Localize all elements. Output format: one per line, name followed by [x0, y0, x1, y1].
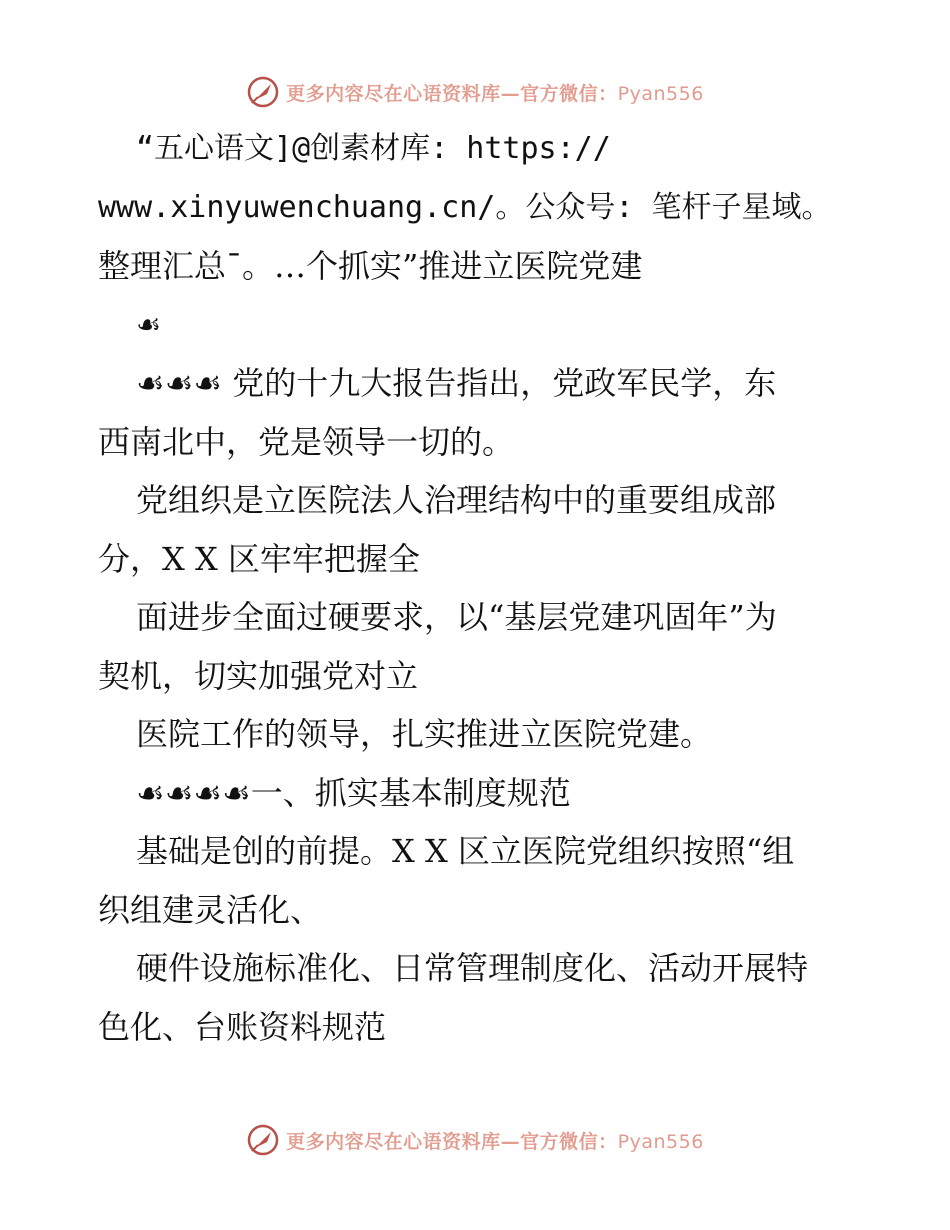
ornament-line: ☙ — [136, 307, 162, 341]
text-line-15: 硬件设施标准化、日常管理制度化、活动开展特 — [136, 949, 809, 987]
text-line-2: www.xinyuwenchuang.cn/。公众号: 笔杆子星域。 — [98, 189, 832, 225]
text-line-16: 色化、台账资料规范 — [98, 1007, 387, 1046]
footer-watermark-banner — [0, 1120, 950, 1160]
text-line-14: 织组建灵活化、 — [98, 890, 323, 929]
text-line-5: ☙☙☙ 党的十九大报告指出，党政军民学，东 — [136, 364, 777, 402]
text-line-10: 契机，切实加强党对立 — [98, 656, 419, 695]
section-heading-1: ☙☙☙☙一、抓实基本制度规范 — [136, 773, 571, 812]
quill-logo-icon — [246, 75, 280, 109]
text-line-3: 整理汇总¯。…个抓实”推进立医院党建 — [98, 247, 643, 285]
text-line-13: 基础是创的前提。X X 区立医院党组织按照“组 — [136, 832, 795, 870]
document-body — [98, 120, 858, 1056]
text-line-1: “五心语文]@创素材库: https:// — [136, 131, 611, 166]
text-line-7: 党组织是立医院法人治理结构中的重要组成部 — [136, 481, 777, 519]
banner-text — [286, 1127, 704, 1154]
banner-text — [286, 79, 704, 106]
quill-logo-icon — [246, 1123, 280, 1157]
banner-wechat-id: Pyan556 — [617, 1130, 704, 1153]
banner-wechat-id: Pyan556 — [617, 82, 704, 105]
banner-text-cn: 更多内容尽在心语资料库—官方微信： — [286, 1130, 618, 1153]
text-line-11: 医院工作的领导，扎实推进立医院党建。 — [136, 715, 713, 753]
text-line-8: 分，X X 区牢牢把握全 — [98, 539, 420, 578]
text-line-6: 西南北中，党是领导一切的。 — [98, 422, 515, 461]
text-line-9: 面进步全面过硬要求，以“基层党建巩固年”为 — [136, 598, 777, 636]
banner-text-cn: 更多内容尽在心语资料库—官方微信： — [286, 82, 618, 105]
header-watermark-banner — [0, 72, 950, 112]
